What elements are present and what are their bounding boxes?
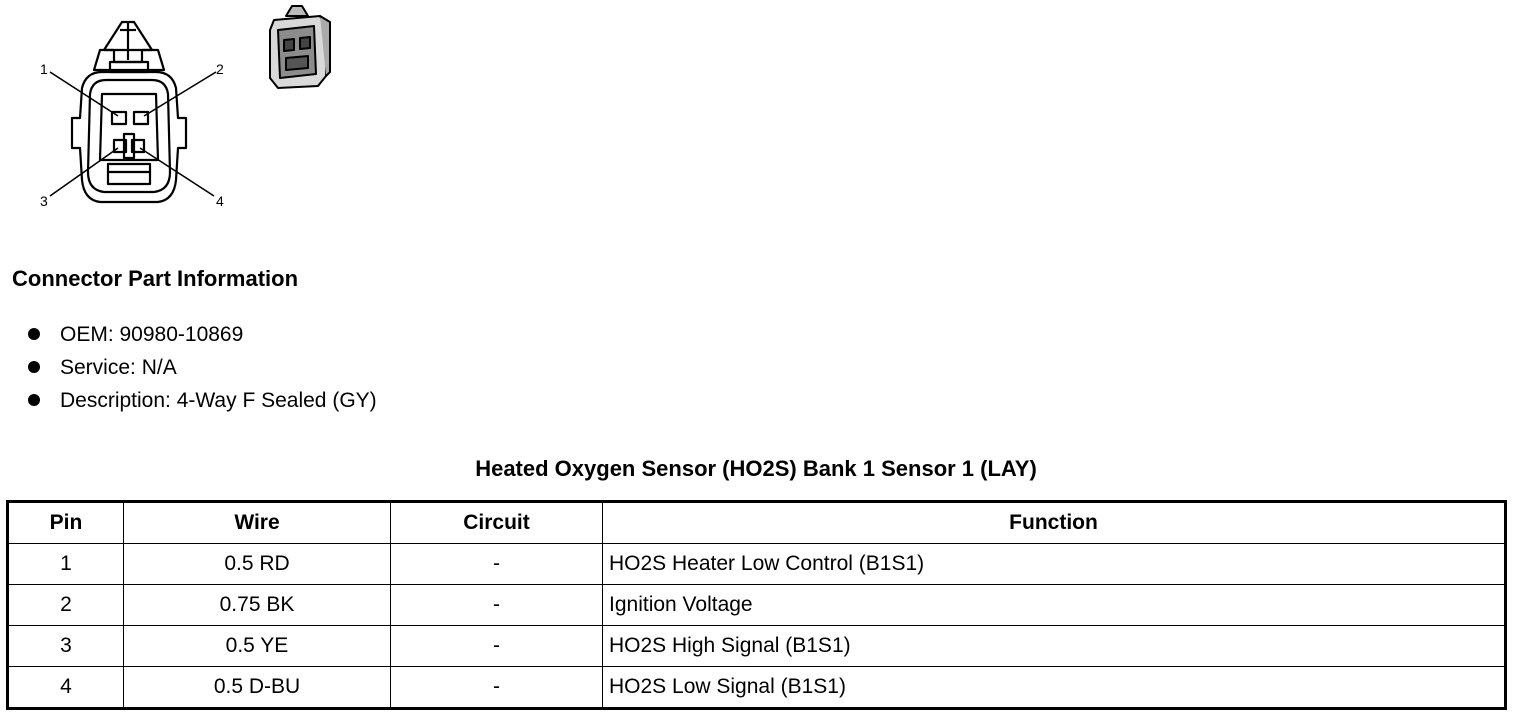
- cell-wire: 0.75 BK: [124, 585, 391, 626]
- header-function: Function: [603, 502, 1506, 544]
- part-info-service: [28, 351, 377, 384]
- table-row: [8, 667, 1506, 709]
- pin-callout-1: 1: [40, 61, 48, 77]
- pinout-table-title: Heated Oxygen Sensor (HO2S) Bank 1 Sensor 1 (LAY): [475, 456, 1037, 481]
- cell-function: HO2S High Signal (B1S1): [603, 626, 1506, 667]
- cell-pin: 1: [8, 544, 124, 585]
- cell-circuit: -: [391, 667, 603, 709]
- cell-pin: 4: [8, 667, 124, 709]
- bullet-icon: [28, 394, 40, 406]
- table-header-row: [8, 502, 1506, 544]
- header-wire: Wire: [124, 502, 391, 544]
- part-info-service-text: Service: N/A: [60, 356, 177, 379]
- bullet-icon: [28, 361, 40, 373]
- part-info-oem-text: OEM: 90980-10869: [60, 323, 244, 346]
- cell-circuit: -: [391, 544, 603, 585]
- connector-part-info-list: [28, 318, 377, 417]
- header-pin: Pin: [8, 502, 124, 544]
- cell-wire: 0.5 D-BU: [124, 667, 391, 709]
- cell-wire: 0.5 YE: [124, 626, 391, 667]
- connector-part-info-heading: Connector Part Information: [12, 266, 299, 291]
- cell-wire: 0.5 RD: [124, 544, 391, 585]
- cell-pin: 2: [8, 585, 124, 626]
- pin-callout-3: 3: [40, 193, 48, 209]
- bullet-icon: [28, 328, 40, 340]
- cell-circuit: -: [391, 626, 603, 667]
- part-info-description: [28, 384, 377, 417]
- table-row: [8, 585, 1506, 626]
- pinout-table: [6, 500, 1507, 710]
- cell-function: HO2S Low Signal (B1S1): [603, 667, 1506, 709]
- header-circuit: Circuit: [391, 502, 603, 544]
- connector-photo: [260, 0, 340, 95]
- pin-callout-4: 4: [216, 193, 224, 209]
- pin-callout-2: 2: [216, 61, 224, 77]
- connector-face-diagram: [30, 0, 240, 215]
- cell-pin: 3: [8, 626, 124, 667]
- cell-function: Ignition Voltage: [603, 585, 1506, 626]
- part-info-oem: [28, 318, 377, 351]
- table-row: [8, 626, 1506, 667]
- part-info-description-text: Description: 4-Way F Sealed (GY): [60, 389, 377, 412]
- table-row: [8, 544, 1506, 585]
- cell-circuit: -: [391, 585, 603, 626]
- cell-function: HO2S Heater Low Control (B1S1): [603, 544, 1506, 585]
